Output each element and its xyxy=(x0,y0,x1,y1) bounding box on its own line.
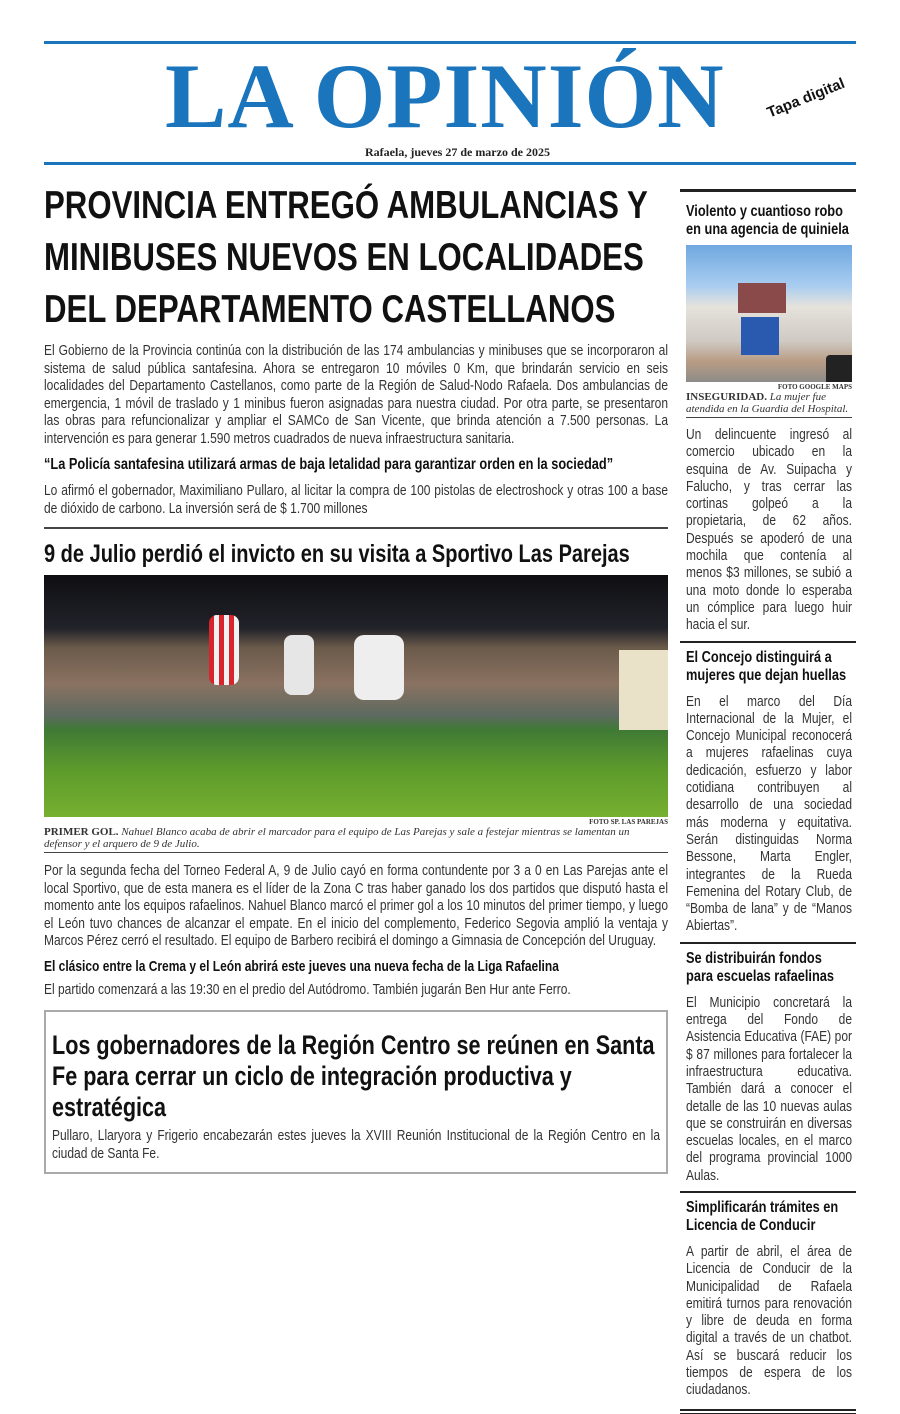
sidebar-headline[interactable]: El Concejo distinguirá a mujeres que dejan huellas xyxy=(686,648,847,684)
sports-photo[interactable] xyxy=(44,575,668,817)
player-figure xyxy=(284,635,314,695)
sidebar-rule xyxy=(680,641,856,643)
masthead-rule xyxy=(44,162,856,165)
sidebar-rule xyxy=(680,1191,856,1193)
photo-credit: FOTO GOOGLE MAPS xyxy=(777,383,852,391)
sidebar-headline[interactable]: Simplificarán trámites en Licencia de Conducir xyxy=(686,1198,839,1234)
car xyxy=(826,355,852,382)
player-figure xyxy=(209,615,239,685)
lead-article xyxy=(44,180,668,517)
edition-label: Tapa digital xyxy=(764,74,848,122)
sports-article xyxy=(44,539,668,998)
sidebar-body: El Municipio concretará la entrega del Fondo de Asistencia Educativa (FAE) por $ 87 millones para fortalecer la infraestructura educativa. También dará a conocer el detalle de las 10 nuevas aulas que se construirán en diversas escuelas locales, en el marco del programa provincial 1000 Aulas. xyxy=(686,993,852,1184)
sidebar-headline[interactable]: Se distribuirán fondos para escuelas rafaelinas xyxy=(686,949,835,985)
caption-text: Nahuel Blanco acaba de abrir el marcador para el equipo de Las Parejas y sale a festejar mientras se lamentan un defensor y el arquero de 9 de Julio. xyxy=(44,826,630,850)
sidebar-photo[interactable] xyxy=(686,245,852,382)
sidebar-story-3 xyxy=(680,950,856,1184)
sidebar-story-4 xyxy=(680,1199,856,1399)
sidebar-story-2 xyxy=(680,649,856,935)
sports-sub-body: El partido comenzará a las 19:30 en el predio del Autódromo. También jugarán Ben Hur ante Ferro. xyxy=(44,980,571,998)
advertising-board xyxy=(619,650,668,730)
sports-headline[interactable]: 9 de Julio perdió el invicto en su visita a Sportivo Las Parejas xyxy=(44,540,630,568)
caption-lead: PRIMER GOL. xyxy=(44,826,119,838)
caption-rule xyxy=(44,852,668,853)
sidebar xyxy=(680,189,856,1414)
sidebar-rule xyxy=(680,942,856,944)
top-rule xyxy=(44,41,856,44)
billboard xyxy=(738,283,786,313)
sports-body: Por la segunda fecha del Torneo Federal A, 9 de Julio cayó en forma contundente por 3 a 0 en Las Parejas ante el local Sportivo, que de esta manera es el líder de la Zona C tras haber ganado los dos partidos que disputó hasta el momento ante los equipos rafaelinos. Nahuel Blanco marcó el primer gol a los 10 minutos del primer tiempo, y luego el León tuvo chances de alcanzar el empate. En el inicio del complemento, Federico Segovia amplió la ventaja y Marcos Pérez cerró el resultado. El equipo de Barbero recibirá el domingo a Gimnasia de Concepción del Uruguay. xyxy=(44,862,668,949)
region-box xyxy=(44,1010,668,1174)
sidebar-bottom-rule xyxy=(680,1409,856,1411)
region-body: Pullaro, Llaryora y Frigerio encabezarán estes jueves la XVIII Reunión Institucional de la Región Centro en la ciudad de Santa Fe. xyxy=(52,1127,660,1162)
photo-caption xyxy=(44,826,668,850)
sidebar-body: En el marco del Día Internacional de la Mujer, el Concejo Municipal reconocerá a mujeres rafaelinas cuya dedicación, esfuerzo y labor cotidiana contribuyen al desarrollo de una sociedad más moderna y equitativa. Serán distinguidas Norma Bessone, Marta Engler, integrantes de la Rueda Femenina del Rotary Club, de “Bomba de lana” y de “Manos Abiertas”. xyxy=(686,692,852,935)
caption-rule xyxy=(686,417,852,418)
dateline: Rafaela, jueves 27 de marzo de 2025 xyxy=(365,145,550,159)
sidebar-top-rule xyxy=(680,189,856,192)
sidebar-story-1 xyxy=(680,203,856,634)
lead-headline[interactable]: PROVINCIA ENTREGÓ AMBULANCIAS Y MINIBUSES NUEVOS EN LOCALIDADES DEL DEPARTAMENTO CASTELLANOS xyxy=(44,184,648,331)
sports-subheadline[interactable]: El clásico entre la Crema y el León abrirá este jueves una nueva fecha de la Liga Rafaelina xyxy=(44,957,559,975)
photo-credit: FOTO SP. LAS PAREJAS xyxy=(589,818,668,826)
player-figure xyxy=(354,635,404,700)
region-headline[interactable]: Los gobernadores de la Región Centro se reúnen en Santa Fe para cerrar un ciclo de integración productiva y estratégica xyxy=(52,1030,655,1122)
main-column xyxy=(44,180,668,1174)
lead-sub-body: Lo afirmó el gobernador, Maximiliano Pullaro, al licitar la compra de 100 pistolas de electroshock y otras 100 a base de dióxido de carbono. La inversión será de $ 1.700 millones xyxy=(44,482,668,517)
storefront xyxy=(741,317,779,355)
photo-caption xyxy=(686,391,852,415)
caption-text: La mujer fue atendida en la Guardia del Hospital. xyxy=(686,391,849,415)
newspaper-logo[interactable]: LA OPINIÓN xyxy=(165,45,725,147)
sidebar-headline[interactable]: Violento y cuantioso robo en una agencia de quiniela xyxy=(686,203,849,238)
divider xyxy=(44,527,668,529)
sidebar-body: A partir de abril, el área de Licencia de Conducir de la Municipalidad de Rafaela emitirá turnos para renovación y libre de deuda en forma digital a través de un chatbot. Así se buscará reducir los tiempos de espera de los ciudadanos. xyxy=(686,1242,852,1399)
caption-lead: INSEGURIDAD. xyxy=(686,391,767,403)
lead-subheadline[interactable]: “La Policía santafesina utilizará armas de baja letalidad para garantizar orden en la sociedad” xyxy=(44,456,614,473)
lead-body: El Gobierno de la Provincia continúa con la distribución de las 174 ambulancias y minibuses que se incorporaron al sistema de salud pública santafesina. Ahora se entregaron 10 móviles 0 Km, que brindarán servicio en seis localidades del Departamento Castellanos, como parte de la Región de Salud-Nodo Rafaela. Dos ambulancias de emergencia, 1 móvil de traslado y 1 minibus fueron asignadas para nuestra ciudad. Por otra parte, se presentaron las obras para refuncionalizar y ampliar el SAMCo de San Vicente, que brinda atención a 7.500 personas. La intervención es para generar 1.590 metros cuadrados de nueva infraestructura sanitaria. xyxy=(44,342,668,447)
sidebar-body: Un delincuente ingresó al comercio ubicado en la esquina de Av. Suipacha y Falucho, y tras cerrar las cortinas golpeó a la propietaria, de 62 años. Después se apoderó de una mochila que contenía al menos $3 millones, se subió a una moto donde lo esperaba un cómplice para luego huir hacia el sur. xyxy=(686,426,852,634)
